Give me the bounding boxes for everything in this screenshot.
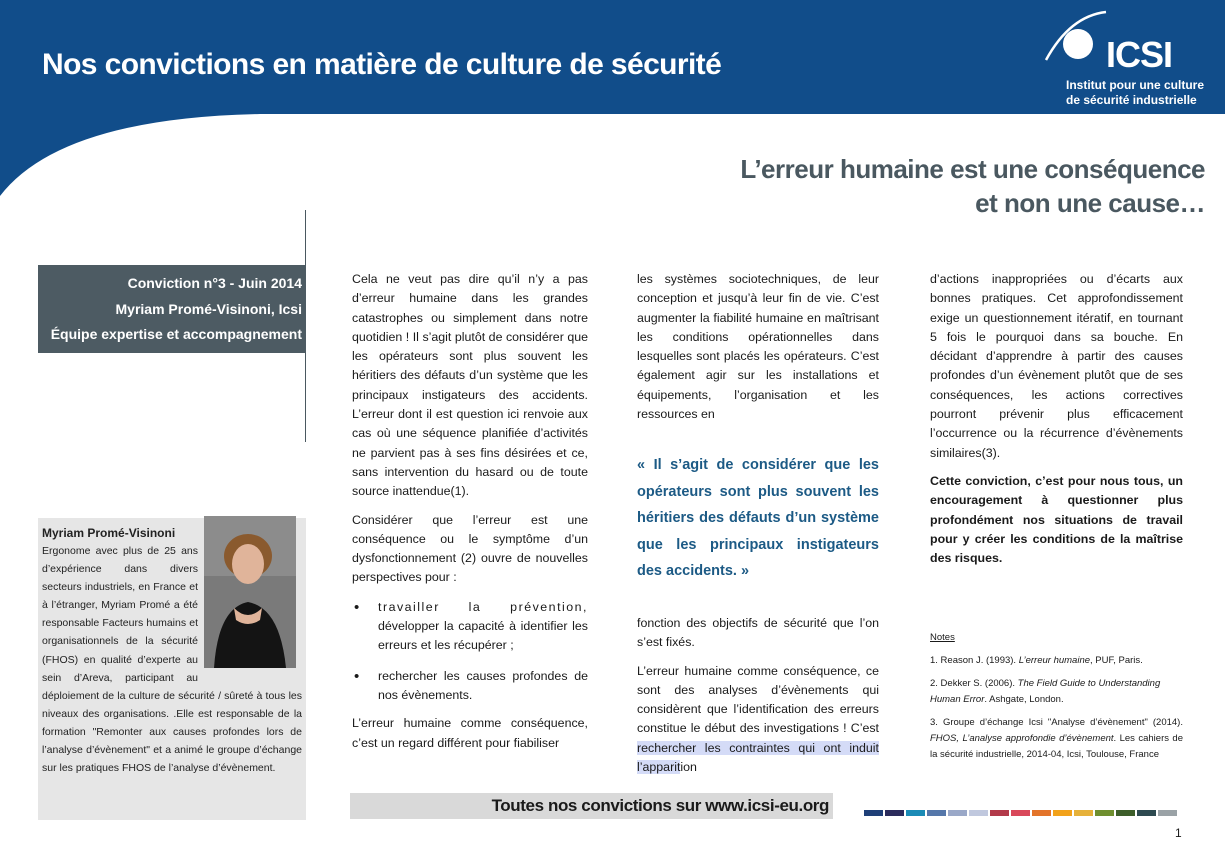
text-span: L’erreur humaine comme conséquence, ce sont des analyses d’évènements qui considèrent que l’identification des erreurs constitue le début des investigations ! C’est xyxy=(637,663,879,736)
conclusion-paragraph: Cette conviction, c’est pour nous tous, un encouragement à questionner plus profondément nos situations de travail pour y créer les conditions de la maîtrise des risques. xyxy=(930,473,1183,566)
logo-subtitle-line: de sécurité industrielle xyxy=(1066,93,1197,107)
paragraph: L’erreur humaine comme conséquence, c’est un regard différent pour fiabiliser xyxy=(352,716,588,750)
paragraph: les systèmes sociotechniques, de leur conception et jusqu’à leur fin de vie. C’est augmenter la fiabilité humaine en maîtrisant les conditions opérationnelles dans lesquelles sont placés les opérateurs. C’est également agir sur les installations et équipements, l’organisation et les ressources en xyxy=(637,272,879,422)
note-title: FHOS, L’analyse approfondie d’évènement xyxy=(930,733,1114,744)
note-text: 2. Dekker S. (2006). xyxy=(930,678,1018,689)
notes-section xyxy=(930,630,1183,770)
color-swatch xyxy=(906,810,925,816)
logo-mark-icon xyxy=(1040,10,1110,70)
bullet-lead: travailler la prévention, xyxy=(378,599,588,614)
column-2-continued xyxy=(637,614,879,786)
color-swatch xyxy=(864,810,883,816)
selected-text[interactable]: rechercher les contraintes qui ont induit l’apparit xyxy=(637,740,879,775)
paragraph: Considérer que l’erreur est une conséquence ou le symptôme d’un dysfonctionnement (2) ouvre de nouvelles perspectives pour : xyxy=(352,512,588,585)
color-swatch xyxy=(927,810,946,816)
color-swatch xyxy=(1032,810,1051,816)
text-span: ion xyxy=(680,760,697,775)
headline xyxy=(740,152,1205,220)
logo-subtitle-line: Institut pour une culture xyxy=(1066,78,1204,92)
note-item xyxy=(930,653,1183,669)
headline-line: et non une cause… xyxy=(975,188,1205,218)
note-title: L’erreur humaine xyxy=(1018,655,1091,666)
color-swatch xyxy=(969,810,988,816)
color-swatch xyxy=(1116,810,1135,816)
list-item: • rechercher les causes profondes de nos évènements. xyxy=(352,667,588,706)
headline-line: L’erreur humaine est une conséquence xyxy=(740,154,1205,184)
column-3 xyxy=(930,270,1183,577)
paragraph xyxy=(637,662,879,778)
color-swatch xyxy=(885,810,904,816)
logo-subtitle xyxy=(1066,78,1216,108)
color-swatch xyxy=(1137,810,1156,816)
author-photo xyxy=(204,516,296,668)
color-swatch xyxy=(1074,810,1093,816)
color-swatch xyxy=(1095,810,1114,816)
list-item xyxy=(352,598,588,656)
color-swatch xyxy=(1053,810,1072,816)
bullet-list xyxy=(352,598,588,705)
author-bio: Ergonome avec plus de 25 ans d’expérience dans divers secteurs industriels, en France et à l’étranger, Myriam Promé a été responsable Facteurs humains et organisationnels de la sécurité (FHOS) en qualité d’experte au sein d’Areva, participant au déploiement de la culture de sécurité / sûreté à tous les niveaux des organisations. .Elle est responsable de la formation "Remonter aux causes profondes lors de l’analyse d’évènement" et a animé le groupe d’échange sur les pratiques FHOS de l’analyse d’évènement. xyxy=(42,545,302,775)
bullet-text: développer la capacité à identifier les erreurs et les récupérer ; xyxy=(378,619,588,653)
note-title: The Field Guide to Understanding Human Error xyxy=(930,678,1161,705)
color-swatch xyxy=(1158,810,1177,816)
page-number: 1 xyxy=(1175,826,1182,840)
notes-title: Notes xyxy=(930,632,955,643)
note-item xyxy=(930,715,1183,763)
column-2 xyxy=(637,270,879,433)
conviction-number: Conviction n°3 - Juin 2014 xyxy=(127,275,302,291)
pull-quote: « Il s’agit de considérer que les opérateurs sont plus souvent les héritiers des défauts d’un système que les principaux instigateurs des accidents. » xyxy=(637,457,879,579)
column-1 xyxy=(352,270,588,762)
page-title: Nos convictions en matière de culture de sécurité xyxy=(42,48,722,81)
note-text: . Les cahiers de la sécurité industrielle, 2014-04, Icsi, Toulouse, France xyxy=(930,733,1183,760)
icsi-logo xyxy=(1040,10,1215,115)
note-text: , PUF, Paris. xyxy=(1090,655,1143,666)
color-swatch xyxy=(948,810,967,816)
paragraph: d’actions inappropriées ou d’écarts aux bonnes pratiques. Cet approfondissement exige un questionnement itératif, en tournant 5 fois le pourquoi dans sa bouche. En décidant d’apprendre à partir des causes profondes d’un évènement plutôt que de ses conséquences, les actions correctives pourront prévenir plus efficacement l’occurrence ou la récurrence d’évènements similaires(3). xyxy=(930,272,1183,460)
color-swatch xyxy=(990,810,1009,816)
color-swatch-strip xyxy=(864,810,1177,816)
author-portrait-icon xyxy=(204,516,296,668)
conviction-team: Équipe expertise et accompagnement xyxy=(50,326,302,342)
color-swatch xyxy=(1011,810,1030,816)
logo-text: ICSI xyxy=(1106,34,1173,75)
author-box xyxy=(38,518,306,820)
paragraph: fonction des objectifs de sécurité que l’on s’est fixés. xyxy=(637,616,879,650)
note-item xyxy=(930,676,1183,708)
note-text: . Ashgate, London. xyxy=(984,694,1064,705)
footer-banner-link[interactable]: Toutes nos convictions sur www.icsi-eu.org xyxy=(350,793,833,819)
conviction-box xyxy=(38,265,306,353)
note-text: 1. Reason J. (1993). xyxy=(930,655,1019,666)
conviction-author: Myriam Promé-Visinoni, Icsi xyxy=(115,300,302,317)
note-text: 3. Groupe d’échange Icsi "Analyse d’évènement" (2014). xyxy=(930,717,1183,728)
paragraph: Cela ne veut pas dire qu’il n’y a pas d’erreur humaine dans les grandes catastrophes ou simplement dans notre quotidien ! Il s’agit plutôt de considérer que les opérateurs sont plus souvent les héritiers des défauts d’un système que les principaux instigateurs des accidents. L’erreur dont il est question ici renvoie aux cas où une séquence planifiée d’activités ne parvient pas à ses fins désirées et ce, sans intervention du hasard ou de toute source inattendue(1). xyxy=(352,272,588,499)
author-name: Myriam Promé-Visinoni xyxy=(42,526,176,540)
